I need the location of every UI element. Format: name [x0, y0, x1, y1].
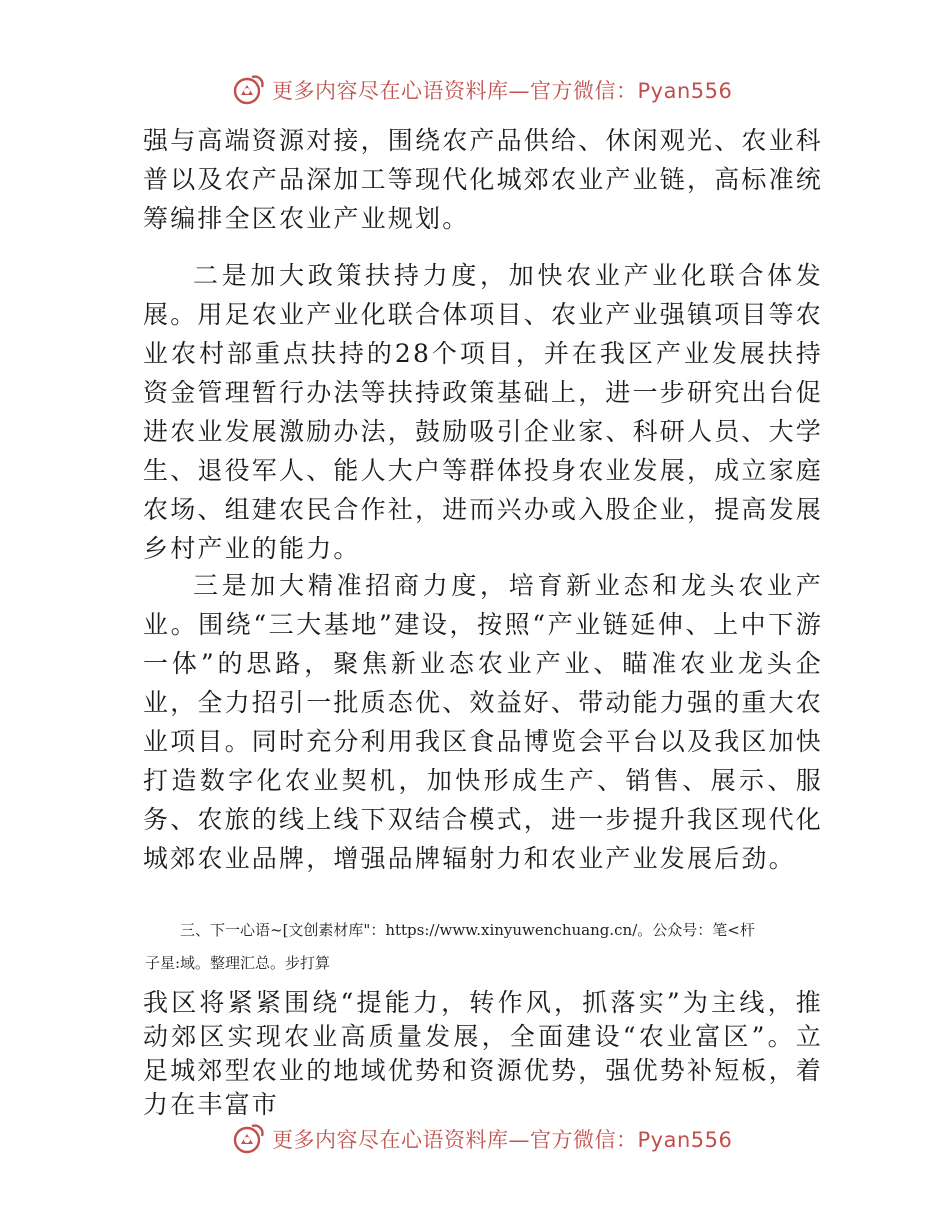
watermark-logo-icon: [232, 1122, 266, 1156]
paragraph-4: 我区将紧紧围绕“提能力，转作风，抓落实”为主线，推动郊区实现农业高质量发展，全面建设“农业富区”。立足城郊型农业的地域优势和资源优势，强优势补短板，着力在丰富市: [143, 988, 824, 1119]
watermark-logo-icon: [232, 73, 266, 107]
inline-note: [145, 914, 820, 980]
paragraph-3: 三是加大精准招商力度，培育新业态和龙头农业产业。围绕“三大基地”建设，按照“产业链延伸、上中下游一体”的思路，聚焦新业态农业产业、瞄准农业龙头企业，全力招引一批质态优、效益好、带动能力强的重大农业项目。同时充分利用我区食品博览会平台以及我区加快打造数字化农业契机，加快形成生产、销售、展示、服务、农旅的线上线下双结合模式，进一步提升我区现代化城郊农业品牌，增强品牌辐射力和农业产业发展后劲。: [143, 571, 824, 873]
paragraph-1: 强与高端资源对接，围绕农产品供给、休闲观光、农业科普以及农产品深加工等现代化城郊农业产业链，高标准统筹编排全区农业产业规划。: [143, 126, 824, 233]
note-line-2: 子星:域。整理汇总。步打算: [145, 954, 331, 972]
header-watermark: [232, 72, 732, 108]
footer-watermark: [232, 1121, 732, 1157]
note-line-1: 三、下一心语~[文创素材库"：https://www.xinyuwenchuang.cn/。公众号：笔<杆: [180, 921, 755, 939]
watermark-text: 更多内容尽在心语资料库—官方微信：Pyan556: [272, 1128, 733, 1152]
watermark-text: 更多内容尽在心语资料库—官方微信：Pyan556: [272, 79, 733, 103]
paragraph-2: 二是加大政策扶持力度，加快农业产业化联合体发展。用足农业产业化联合体项目、农业产业强镇项目等农业农村部重点扶持的28个项目，并在我区产业发展扶持资金管理暂行办法等扶持政策基础上，进一步研究出台促进农业发展激励办法，鼓励吸引企业家、科研人员、大学生、退役军人、能人大户等群体投身农业发展，成立家庭农场、组建农民合作社，进而兴办或入股企业，提高发展乡村产业的能力。: [143, 261, 824, 563]
